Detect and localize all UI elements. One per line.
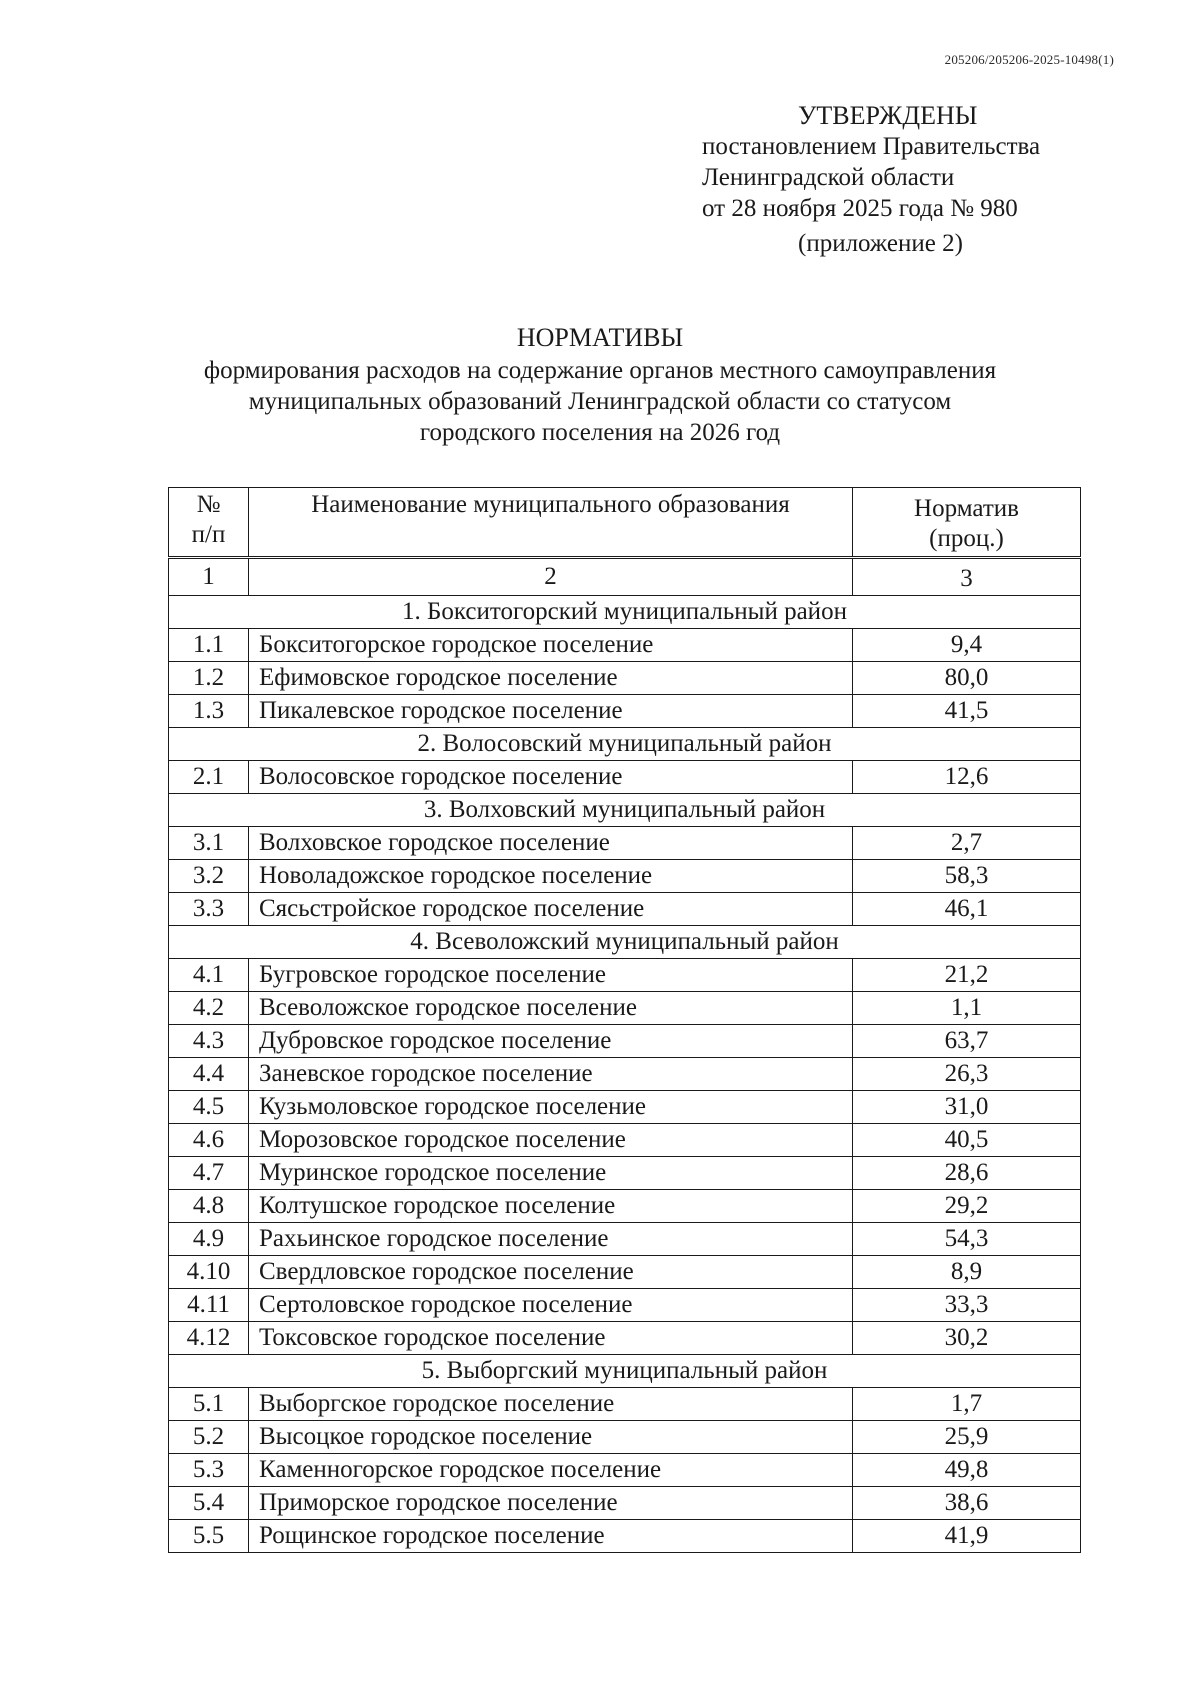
- table-row: [169, 761, 1081, 794]
- row-name: Заневское городское поселение: [249, 1058, 853, 1091]
- row-num: 4.12: [169, 1322, 249, 1355]
- row-value: 40,5: [853, 1124, 1081, 1157]
- table-row: [169, 629, 1081, 662]
- table-row: [169, 662, 1081, 695]
- row-value: 8,9: [853, 1256, 1081, 1289]
- district-row: [169, 596, 1081, 629]
- table-row: [169, 1388, 1081, 1421]
- approval-block: [702, 100, 1040, 259]
- row-value: 2,7: [853, 827, 1081, 860]
- row-num: 5.1: [169, 1388, 249, 1421]
- row-value: 1,7: [853, 1388, 1081, 1421]
- row-value: 26,3: [853, 1058, 1081, 1091]
- row-value: 1,1: [853, 992, 1081, 1025]
- row-name: Волховское городское поселение: [249, 827, 853, 860]
- row-num: 4.9: [169, 1223, 249, 1256]
- row-name: Сертоловское городское поселение: [249, 1289, 853, 1322]
- row-name: Ефимовское городское поселение: [249, 662, 853, 695]
- row-value: 9,4: [853, 629, 1081, 662]
- table-row: [169, 1289, 1081, 1322]
- row-num: 4.1: [169, 959, 249, 992]
- document-id: 205206/205206-2025-10498(1): [944, 52, 1114, 67]
- row-num: 4.8: [169, 1190, 249, 1223]
- row-value: 49,8: [853, 1454, 1081, 1487]
- header-value-line-1: Норматив: [914, 495, 1019, 522]
- header-value: [853, 488, 1081, 558]
- row-name: Свердловское городское поселение: [249, 1256, 853, 1289]
- row-value: 41,9: [853, 1520, 1081, 1553]
- table-row: [169, 1487, 1081, 1520]
- heading-line-2: муниципальных образований Ленинградской области со статусом: [248, 388, 952, 415]
- row-value: 54,3: [853, 1223, 1081, 1256]
- row-name: Кузьмоловское городское поселение: [249, 1091, 853, 1124]
- row-value: 29,2: [853, 1190, 1081, 1223]
- table-row: [169, 695, 1081, 728]
- row-num: 2.1: [169, 761, 249, 794]
- table-row: [169, 992, 1081, 1025]
- row-num: 5.2: [169, 1421, 249, 1454]
- row-name: Рощинское городское поселение: [249, 1520, 853, 1553]
- header-num: [169, 488, 249, 558]
- header-value-line-2: (проц.): [929, 525, 1004, 552]
- district-title: 5. Выборгский муниципальный район: [169, 1355, 1081, 1388]
- district-title: 3. Волховский муниципальный район: [169, 794, 1081, 827]
- row-name: Новоладожское городское поселение: [249, 860, 853, 893]
- row-num: 1.1: [169, 629, 249, 662]
- header-num-line-1: №: [196, 491, 221, 518]
- table-row: [169, 1157, 1081, 1190]
- row-name: Волосовское городское поселение: [249, 761, 853, 794]
- row-value: 41,5: [853, 695, 1081, 728]
- row-name: Муринское городское поселение: [249, 1157, 853, 1190]
- row-num: 4.11: [169, 1289, 249, 1322]
- column-index-3: 3: [853, 558, 1081, 596]
- row-num: 4.4: [169, 1058, 249, 1091]
- row-name: Бугровское городское поселение: [249, 959, 853, 992]
- header-num-line-2: п/п: [191, 521, 226, 548]
- row-value: 33,3: [853, 1289, 1081, 1322]
- row-name: Сясьстройское городское поселение: [249, 893, 853, 926]
- row-value: 58,3: [853, 860, 1081, 893]
- row-name: Выборгское городское поселение: [249, 1388, 853, 1421]
- row-value: 25,9: [853, 1421, 1081, 1454]
- row-num: 4.2: [169, 992, 249, 1025]
- district-row: [169, 794, 1081, 827]
- table-row: [169, 1223, 1081, 1256]
- table-row: [169, 827, 1081, 860]
- table-row: [169, 1058, 1081, 1091]
- norms-table: [168, 487, 1081, 1553]
- table-row: [169, 1091, 1081, 1124]
- column-index-2: 2: [249, 558, 853, 596]
- row-num: 4.10: [169, 1256, 249, 1289]
- approval-line-2: Ленинградской области: [702, 164, 955, 191]
- row-num: 4.6: [169, 1124, 249, 1157]
- header-name: Наименование муниципального образования: [249, 488, 853, 558]
- heading-line-1: формирования расходов на содержание органов местного самоуправления: [203, 357, 997, 384]
- row-num: 5.3: [169, 1454, 249, 1487]
- row-num: 1.3: [169, 695, 249, 728]
- approval-annex: (приложение 2): [798, 230, 963, 257]
- column-index-1: 1: [169, 558, 249, 596]
- table-body: [169, 558, 1081, 1553]
- approval-line-1: постановлением Правительства: [702, 133, 1041, 160]
- approval-title: УТВЕРЖДЕНЫ: [798, 101, 978, 130]
- row-name: Приморское городское поселение: [249, 1487, 853, 1520]
- row-value: 21,2: [853, 959, 1081, 992]
- row-name: Колтушское городское поселение: [249, 1190, 853, 1223]
- row-value: 30,2: [853, 1322, 1081, 1355]
- table-row: [169, 1322, 1081, 1355]
- row-name: Дубровское городское поселение: [249, 1025, 853, 1058]
- table-row: [169, 1124, 1081, 1157]
- table-row: [169, 1520, 1081, 1553]
- table-row: [169, 1454, 1081, 1487]
- row-name: Токсовское городское поселение: [249, 1322, 853, 1355]
- row-num: 4.5: [169, 1091, 249, 1124]
- row-num: 3.2: [169, 860, 249, 893]
- table-row: [169, 1256, 1081, 1289]
- row-name: Высоцкое городское поселение: [249, 1421, 853, 1454]
- district-row: [169, 926, 1081, 959]
- heading-line-3: городского поселения на 2026 год: [419, 419, 781, 446]
- row-num: 5.4: [169, 1487, 249, 1520]
- row-name: Рахьинское городское поселение: [249, 1223, 853, 1256]
- row-name: Пикалевское городское поселение: [249, 695, 853, 728]
- table-header-row: [169, 488, 1081, 558]
- district-title: 2. Волосовский муниципальный район: [169, 728, 1081, 761]
- row-num: 4.3: [169, 1025, 249, 1058]
- table-row: [169, 959, 1081, 992]
- row-value: 38,6: [853, 1487, 1081, 1520]
- column-index-row: [169, 558, 1081, 596]
- row-name: Морозовское городское поселение: [249, 1124, 853, 1157]
- row-name: Бокситогорское городское поселение: [249, 629, 853, 662]
- heading-title: НОРМАТИВЫ: [516, 323, 684, 352]
- row-num: 5.5: [169, 1520, 249, 1553]
- row-name: Каменногорское городское поселение: [249, 1454, 853, 1487]
- row-value: 31,0: [853, 1091, 1081, 1124]
- row-num: 3.1: [169, 827, 249, 860]
- table-row: [169, 860, 1081, 893]
- row-num: 3.3: [169, 893, 249, 926]
- district-title: 4. Всеволожский муниципальный район: [169, 926, 1081, 959]
- row-value: 12,6: [853, 761, 1081, 794]
- row-name: Всеволожское городское поселение: [249, 992, 853, 1025]
- table-row: [169, 1025, 1081, 1058]
- row-value: 28,6: [853, 1157, 1081, 1190]
- table-row: [169, 1190, 1081, 1223]
- row-num: 1.2: [169, 662, 249, 695]
- district-row: [169, 1355, 1081, 1388]
- district-title: 1. Бокситогорский муниципальный район: [169, 596, 1081, 629]
- document-heading: [0, 322, 1200, 448]
- row-value: 46,1: [853, 893, 1081, 926]
- row-value: 80,0: [853, 662, 1081, 695]
- row-value: 63,7: [853, 1025, 1081, 1058]
- approval-line-3: от 28 ноября 2025 года № 980: [702, 195, 1018, 222]
- district-row: [169, 728, 1081, 761]
- row-num: 4.7: [169, 1157, 249, 1190]
- table-row: [169, 1421, 1081, 1454]
- table-row: [169, 893, 1081, 926]
